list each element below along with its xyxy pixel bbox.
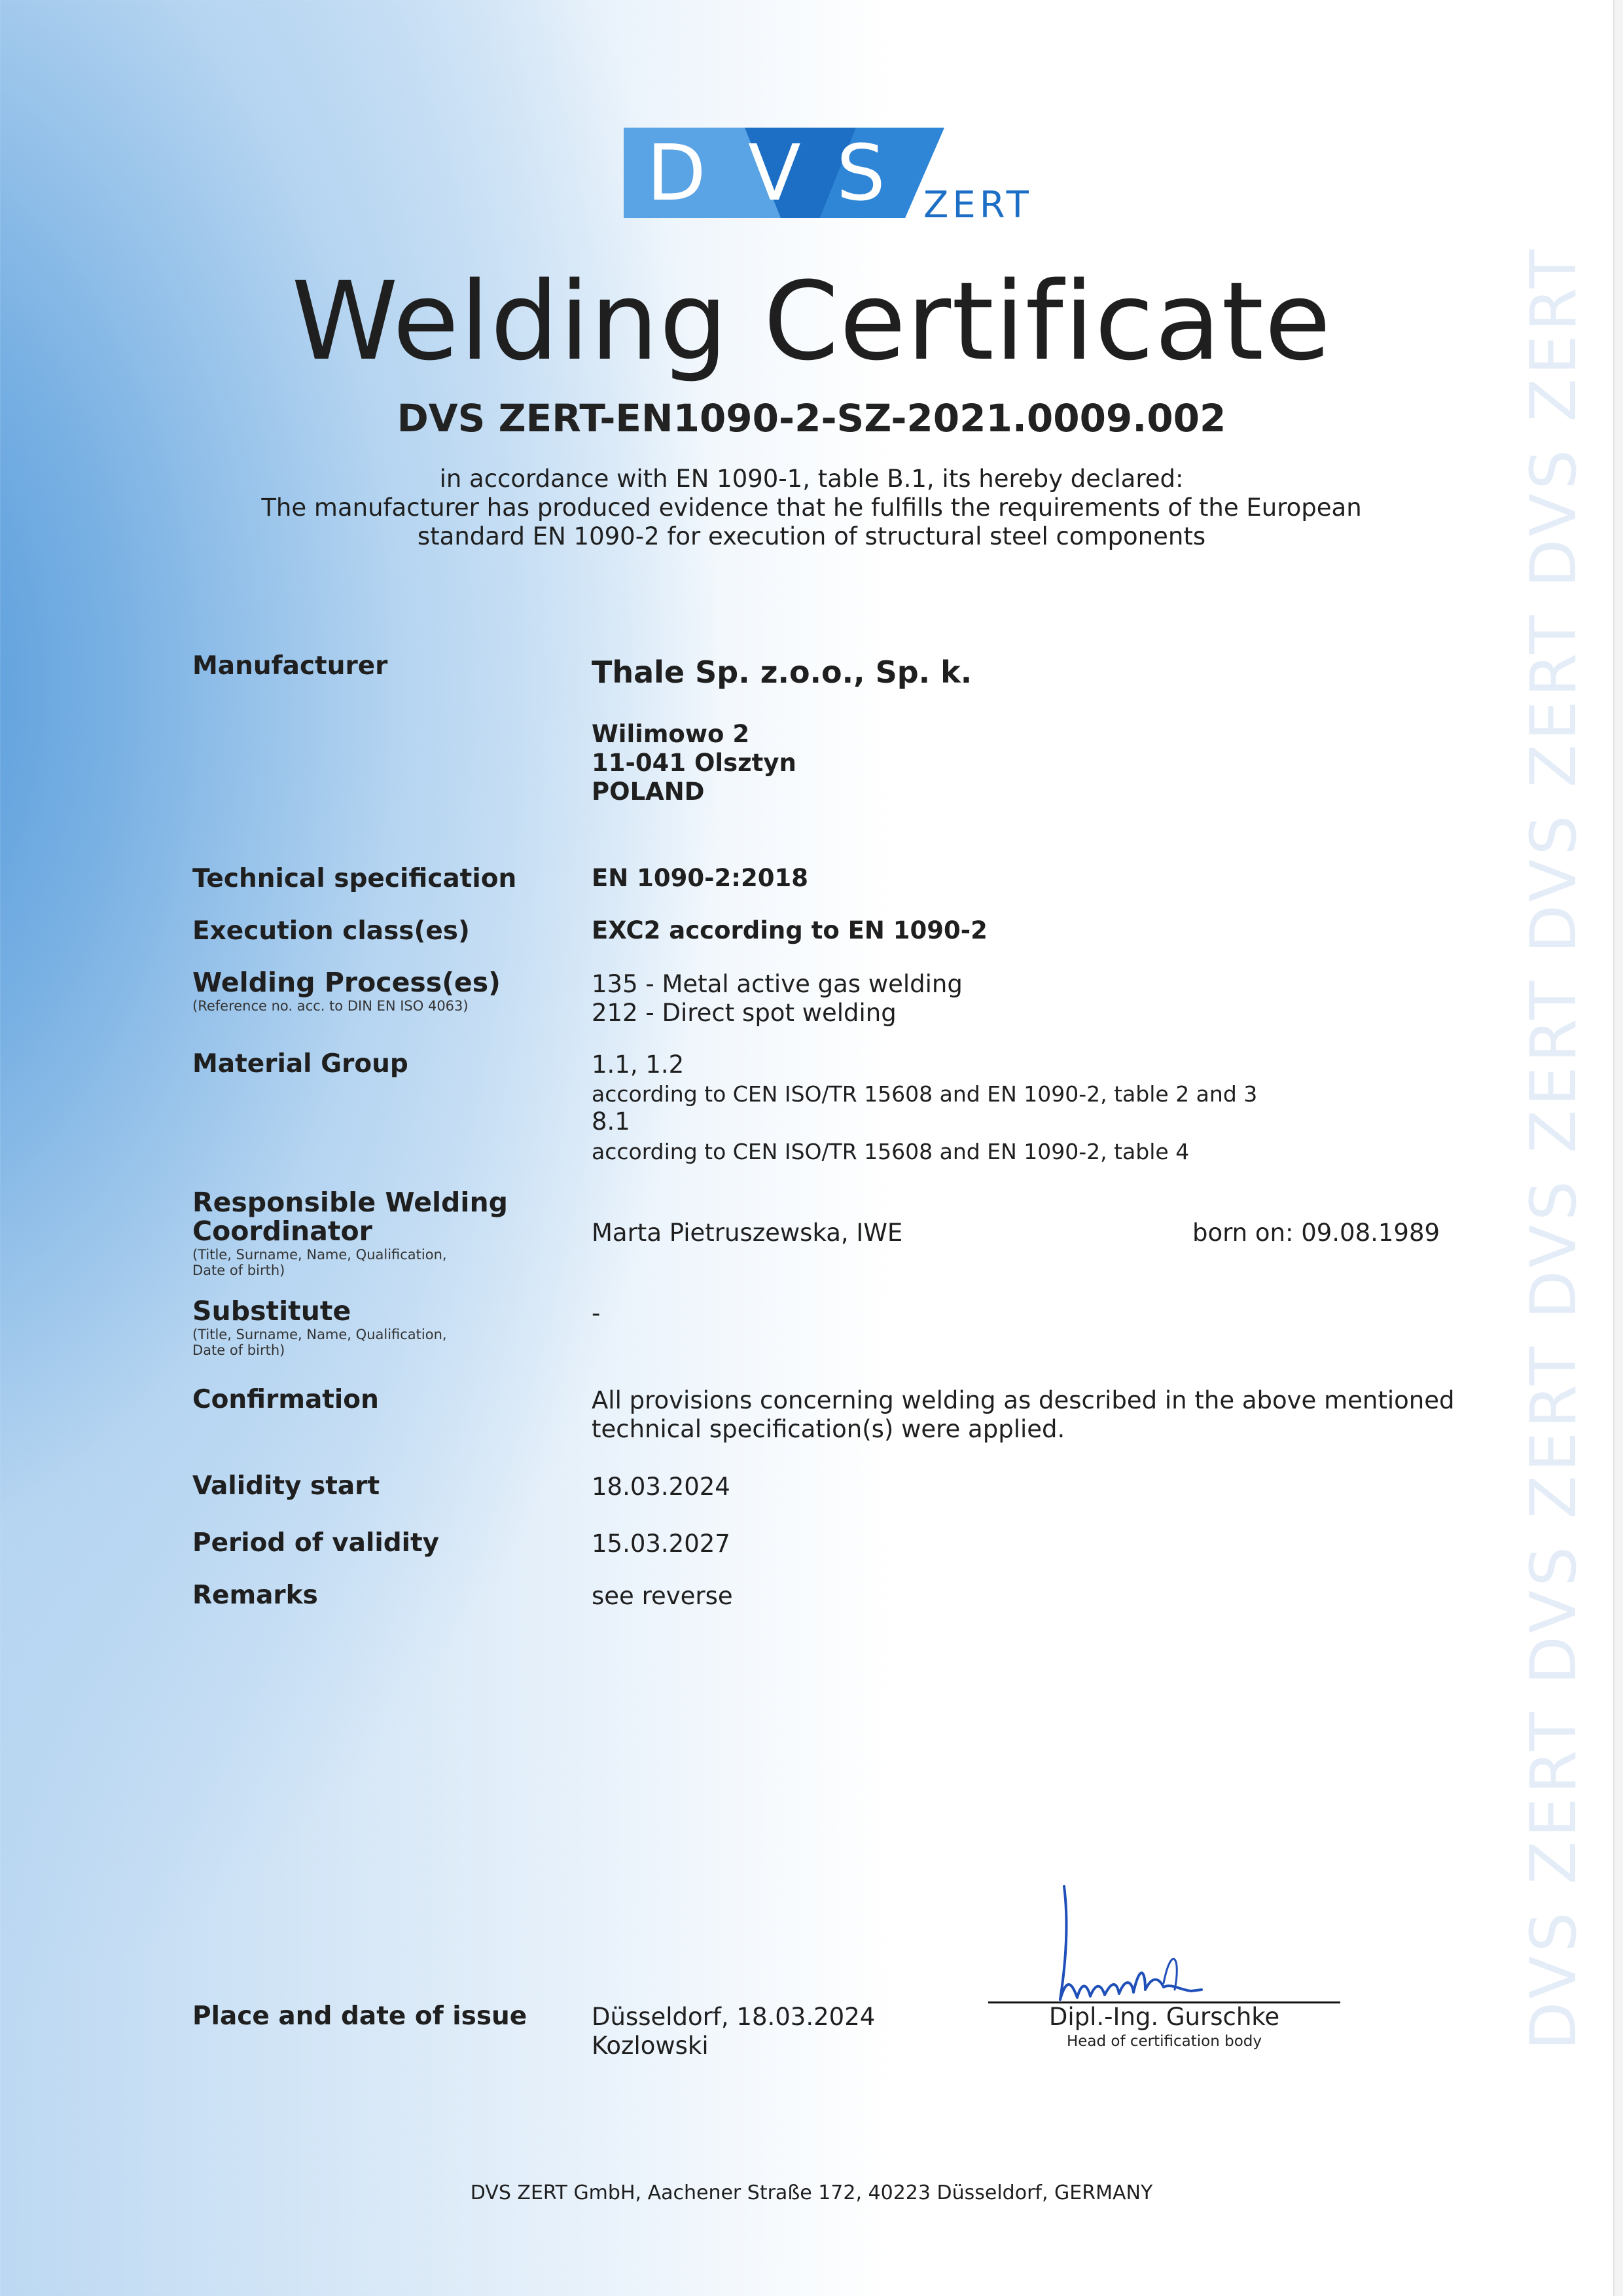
logo-letter-v: V [748, 128, 801, 218]
welding-process-value: 212 - Direct spot welding [592, 999, 897, 1027]
dvs-zert-logo [624, 128, 1049, 226]
material-group-line: according to CEN ISO/TR 15608 and EN 1090-2, table 2 and 3 [592, 1081, 1258, 1107]
place-date-value: Düsseldorf, 18.03.2024 [592, 2003, 876, 2031]
confirmation-line: All provisions concerning welding as described in the above mentioned [592, 1386, 1455, 1414]
confirmation-label: Confirmation [192, 1385, 379, 1414]
manufacturer-street: Wilimowo 2 [592, 720, 750, 748]
footer-address: DVS ZERT GmbH, Aachener Straße 172, 40223 Düsseldorf, GERMANY [470, 2181, 1153, 2204]
material-group-line: 8.1 [592, 1107, 630, 1136]
execution-class-value: EXC2 according to EN 1090-2 [592, 916, 988, 944]
place-date-label: Place and date of issue [192, 2001, 527, 2031]
declaration-line: standard EN 1090-2 for execution of structural steel components [417, 522, 1206, 550]
signatory-name: Dipl.-Ing. Gurschke [1048, 2003, 1280, 2031]
welding-process-value: 135 - Metal active gas welding [592, 970, 963, 998]
welding-process-label: Welding Process(es) [192, 967, 501, 998]
watermark: DVS ZERT DVS ZERT DVS ZERT DVS ZERT DVS ZERT [1517, 245, 1590, 2051]
remarks-label: Remarks [192, 1581, 318, 1610]
declaration-text [196, 465, 1427, 551]
coordinator-label: Responsible Welding [192, 1187, 508, 1218]
signatory-role: Head of certification body [1066, 2033, 1262, 2050]
material-group-line: 1.1, 1.2 [592, 1050, 685, 1079]
logo-letter-s: S [836, 128, 885, 218]
period-of-validity-label: Period of validity [192, 1528, 440, 1558]
manufacturer-city: 11-041 Olsztyn [592, 749, 796, 777]
welding-process-note: (Reference no. acc. to DIN EN ISO 4063) [192, 998, 469, 1014]
coordinator-label: Coordinator [192, 1215, 372, 1247]
coordinator-value: Marta Pietruszewska, IWE [592, 1219, 903, 1247]
material-group-label: Material Group [192, 1049, 408, 1079]
confirmation-line: technical specification(s) were applied. [592, 1415, 1065, 1443]
substitute-value: - [592, 1299, 601, 1327]
certificate-title: Welding Certificate [291, 259, 1332, 384]
coordinator-note: Date of birth) [192, 1263, 285, 1278]
substitute-note: (Title, Surname, Name, Qualification, [192, 1327, 447, 1342]
logo-zert: ZERT [923, 184, 1033, 226]
coordinator-note: (Title, Surname, Name, Qualification, [192, 1247, 447, 1263]
logo-letter-d: D [647, 128, 706, 218]
substitute-note: Date of birth) [192, 1342, 285, 1358]
validity-start-label: Validity start [192, 1471, 380, 1501]
manufacturer-country: POLAND [592, 778, 705, 806]
technical-specification-label: Technical specification [192, 864, 517, 893]
period-of-validity-value: 15.03.2027 [592, 1530, 730, 1558]
manufacturer-name: Thale Sp. z.o.o., Sp. k. [592, 655, 972, 690]
declaration-line: in accordance with EN 1090-1, table B.1, its hereby declared: [439, 465, 1184, 493]
substitute-label: Substitute [192, 1295, 351, 1327]
validity-start-value: 18.03.2024 [592, 1473, 730, 1501]
declaration-line: The manufacturer has produced evidence that he fulfills the requirements of the European [261, 493, 1362, 522]
handwritten-signature [1041, 1878, 1263, 2009]
certificate-number: DVS ZERT-EN1090-2-SZ-2021.0009.002 [397, 396, 1226, 440]
execution-class-label: Execution class(es) [192, 916, 470, 946]
remarks-value: see reverse [592, 1582, 733, 1610]
technical-specification-value: EN 1090-2:2018 [592, 864, 808, 892]
issuer-name: Kozlowski [592, 2032, 709, 2060]
coordinator-birthdate: born on: 09.08.1989 [1192, 1219, 1440, 1247]
manufacturer-label: Manufacturer [192, 651, 388, 681]
material-group-line: according to CEN ISO/TR 15608 and EN 1090-2, table 4 [592, 1139, 1190, 1164]
